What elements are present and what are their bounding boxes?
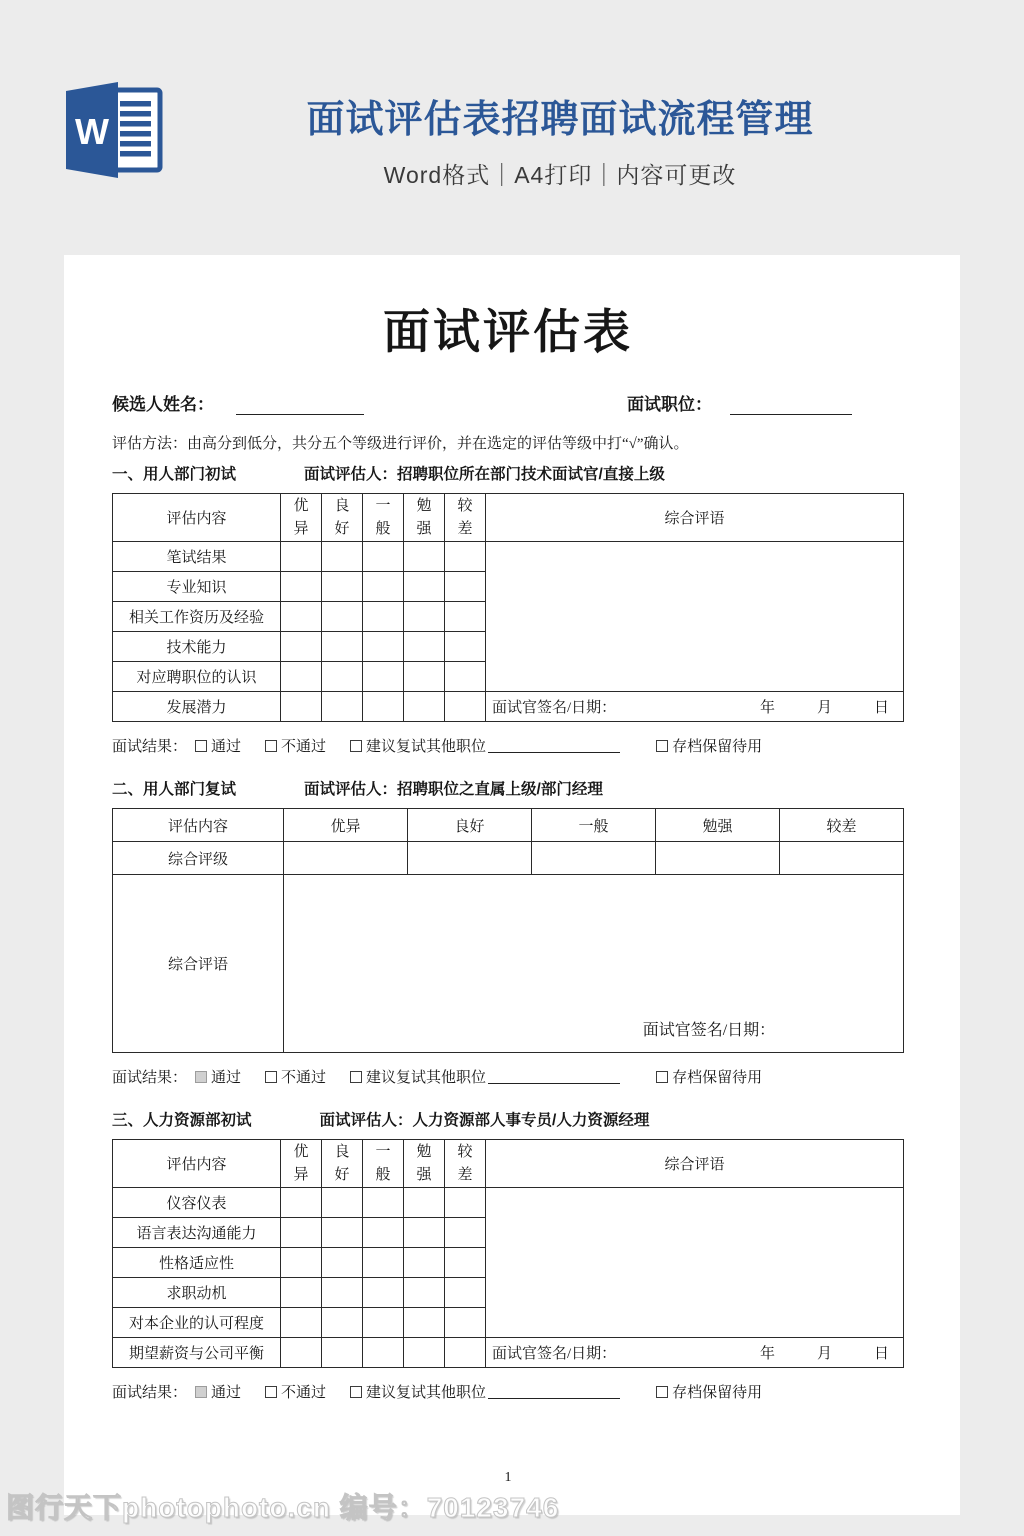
candidate-name-blank (236, 401, 364, 415)
rating-cell (284, 842, 408, 875)
rating-cell (281, 1248, 322, 1278)
position-blank (730, 401, 852, 415)
rating-cell (322, 602, 363, 632)
rating-cell (322, 542, 363, 572)
rating-cell (404, 1248, 445, 1278)
rating-header-cell: 勉强 (656, 809, 780, 842)
overall-comment-label: 综合评语 (113, 875, 284, 1053)
rating-cell (445, 542, 486, 572)
rating-cell (363, 1308, 404, 1338)
section-1-heading: 一、用人部门初试 (112, 466, 237, 483)
page-number: 1 (504, 1470, 512, 1485)
result-option-pass: 通过 (195, 735, 241, 756)
rating-cell (363, 692, 404, 722)
rating-header-cell: 一般 (363, 494, 404, 542)
rating-cell (780, 842, 904, 875)
rating-cell (445, 632, 486, 662)
result-option-fail: 不通过 (265, 735, 326, 756)
rating-cell (532, 842, 656, 875)
content-header-cell: 评估内容 (113, 809, 284, 842)
rating-header-cell: 优异 (281, 1140, 322, 1188)
rating-cell (322, 1188, 363, 1218)
criterion-label: 性格适应性 (113, 1248, 281, 1278)
position-label: 面试职位： (627, 395, 712, 414)
signature-cell (486, 1338, 904, 1368)
date-unit-month: 月 (816, 700, 832, 716)
rating-header-cell: 一般 (532, 809, 656, 842)
rating-cell (281, 1278, 322, 1308)
signature-label: 面试官签名/日期： (492, 1346, 617, 1362)
result-option-retry: 建议复试其他职位 (350, 735, 486, 756)
section-1-evaluator: 面试评估人：招聘职位所在部门技术面试官/直接上级 (304, 466, 665, 483)
section-3-evaluator: 面试评估人：人力资源部人事专员/人力资源经理 (319, 1112, 650, 1129)
rating-header-cell: 优异 (281, 494, 322, 542)
rating-cell (445, 1248, 486, 1278)
result-option-archive: 存档保留待用 (656, 1381, 762, 1402)
retry-position-blank (488, 739, 620, 753)
rating-cell (408, 842, 532, 875)
retry-position-blank (488, 1070, 620, 1084)
svg-text:W: W (75, 111, 109, 152)
rating-cell (404, 1218, 445, 1248)
rating-cell (322, 1338, 363, 1368)
section-3-result-line (112, 1381, 904, 1402)
checkbox-icon (656, 740, 668, 752)
rating-header-cell: 勉强 (404, 494, 445, 542)
rating-cell (445, 602, 486, 632)
rating-cell (322, 662, 363, 692)
section-2-evaluator: 面试评估人：招聘职位之直属上级/部门经理 (304, 781, 603, 798)
checkbox-icon (195, 740, 207, 752)
rating-cell (281, 632, 322, 662)
section-2-heading-row (112, 777, 904, 799)
rating-header-cell: 较差 (445, 1140, 486, 1188)
checkbox-icon (350, 1386, 362, 1398)
criterion-label: 期望薪资与公司平衡 (113, 1338, 281, 1368)
rating-header-cell: 良好 (408, 809, 532, 842)
criterion-label: 专业知识 (113, 572, 281, 602)
result-label: 面试结果： (112, 739, 188, 755)
rating-header-cell: 一般 (363, 1140, 404, 1188)
criterion-label: 技术能力 (113, 632, 281, 662)
date-unit-year: 年 (759, 700, 775, 716)
rating-cell (363, 1278, 404, 1308)
rating-cell (445, 1218, 486, 1248)
criterion-label: 求职动机 (113, 1278, 281, 1308)
date-unit-year: 年 (759, 1346, 775, 1362)
section-1-table (112, 493, 904, 722)
section-3-table (112, 1139, 904, 1368)
rating-cell (281, 602, 322, 632)
rating-header-cell: 良好 (322, 494, 363, 542)
template-subtitle: Word格式｜A4打印｜内容可更改 (383, 162, 737, 188)
section-3-heading-row (112, 1108, 904, 1130)
signature-cell (486, 692, 904, 722)
result-option-pass: 通过 (195, 1381, 241, 1402)
rating-cell (445, 1338, 486, 1368)
date-unit-month: 月 (816, 1346, 832, 1362)
rating-cell (404, 692, 445, 722)
candidate-fields-row (112, 390, 904, 415)
rating-cell (322, 1248, 363, 1278)
section-3-heading: 三、人力资源部初试 (112, 1112, 252, 1129)
result-option-retry: 建议复试其他职位 (350, 1381, 486, 1402)
section-1-heading-row (112, 462, 904, 484)
checkbox-icon (265, 1071, 277, 1083)
rating-cell (404, 662, 445, 692)
rating-cell (281, 572, 322, 602)
comment-header-cell: 综合评语 (486, 1140, 904, 1188)
rating-cell (281, 662, 322, 692)
criterion-label: 发展潜力 (113, 692, 281, 722)
rating-header-cell: 勉强 (404, 1140, 445, 1188)
date-unit-day: 日 (873, 700, 889, 716)
criterion-label: 仪容仪表 (113, 1188, 281, 1218)
result-option-archive: 存档保留待用 (656, 1066, 762, 1087)
rating-cell (322, 1218, 363, 1248)
checkbox-icon (265, 1386, 277, 1398)
date-unit-day: 日 (873, 1346, 889, 1362)
rating-cell (322, 572, 363, 602)
rating-cell (281, 1308, 322, 1338)
result-label: 面试结果： (112, 1070, 188, 1086)
rating-cell (404, 572, 445, 602)
rating-cell (322, 1308, 363, 1338)
checkbox-icon (350, 740, 362, 752)
comment-blank-area (486, 1188, 904, 1338)
checkbox-shaded-icon (195, 1071, 207, 1083)
result-option-fail: 不通过 (265, 1381, 326, 1402)
rating-cell (322, 692, 363, 722)
section-2-heading: 二、用人部门复试 (112, 781, 237, 798)
result-label: 面试结果： (112, 1385, 188, 1401)
method-note: 评估方法：由高分到低分，共分五个等级进行评价，并在选定的评估等级中打“√”确认。 (112, 436, 689, 452)
rating-cell (404, 602, 445, 632)
section-1-result-line (112, 735, 904, 756)
criterion-label: 笔试结果 (113, 542, 281, 572)
section-2-table (112, 808, 904, 1053)
section-2-result-line (112, 1066, 904, 1087)
rating-cell (363, 572, 404, 602)
rating-header-cell: 良好 (322, 1140, 363, 1188)
rating-cell (281, 542, 322, 572)
checkbox-icon (265, 740, 277, 752)
content-header-cell: 评估内容 (113, 494, 281, 542)
word-logo-icon (58, 80, 166, 185)
checkbox-icon (656, 1071, 668, 1083)
rating-cell (404, 1308, 445, 1338)
rating-cell (363, 1248, 404, 1278)
rating-cell (363, 632, 404, 662)
rating-cell (281, 692, 322, 722)
rating-cell (404, 1338, 445, 1368)
template-title: 面试评估表招聘面试流程管理 (306, 99, 814, 141)
rating-cell (322, 632, 363, 662)
overall-grade-label: 综合评级 (113, 842, 284, 875)
criterion-label: 语言表达沟通能力 (113, 1218, 281, 1248)
rating-cell (281, 1188, 322, 1218)
rating-header-cell: 较差 (780, 809, 904, 842)
document-title: 面试评估表 (383, 307, 633, 359)
result-option-fail: 不通过 (265, 1066, 326, 1087)
rating-cell (281, 1338, 322, 1368)
retry-position-blank (488, 1385, 620, 1399)
template-banner (0, 0, 1024, 255)
rating-header-cell: 较差 (445, 494, 486, 542)
rating-cell (404, 632, 445, 662)
signature-label: 面试官签名/日期： (642, 1022, 776, 1039)
rating-cell (404, 542, 445, 572)
rating-header-cell: 优异 (284, 809, 408, 842)
rating-cell (445, 1278, 486, 1308)
checkbox-icon (656, 1386, 668, 1398)
rating-cell (363, 542, 404, 572)
comment-blank-area (486, 542, 904, 692)
content-header-cell: 评估内容 (113, 1140, 281, 1188)
comment-blank-area (284, 875, 904, 1053)
rating-cell (363, 602, 404, 632)
document-page (64, 255, 960, 1515)
site-watermark: 图行天下photophoto.cn 编号：70123746 (6, 1492, 560, 1523)
checkbox-icon (350, 1071, 362, 1083)
comment-header-cell: 综合评语 (486, 494, 904, 542)
rating-cell (445, 692, 486, 722)
criterion-label: 对应聘职位的认识 (113, 662, 281, 692)
rating-cell (445, 572, 486, 602)
rating-cell (363, 1338, 404, 1368)
result-option-retry: 建议复试其他职位 (350, 1066, 486, 1087)
rating-cell (363, 662, 404, 692)
rating-cell (656, 842, 780, 875)
rating-cell (404, 1188, 445, 1218)
rating-cell (281, 1218, 322, 1248)
rating-cell (445, 662, 486, 692)
signature-label: 面试官签名/日期： (492, 700, 617, 716)
rating-cell (363, 1188, 404, 1218)
rating-cell (363, 1218, 404, 1248)
criterion-label: 相关工作资历及经验 (113, 602, 281, 632)
result-option-pass: 通过 (195, 1066, 241, 1087)
result-option-archive: 存档保留待用 (656, 735, 762, 756)
criterion-label: 对本企业的认可程度 (113, 1308, 281, 1338)
rating-cell (445, 1188, 486, 1218)
candidate-name-label: 候选人姓名： (112, 395, 214, 414)
rating-cell (404, 1278, 445, 1308)
rating-cell (322, 1278, 363, 1308)
rating-cell (445, 1308, 486, 1338)
checkbox-shaded-icon (195, 1386, 207, 1398)
